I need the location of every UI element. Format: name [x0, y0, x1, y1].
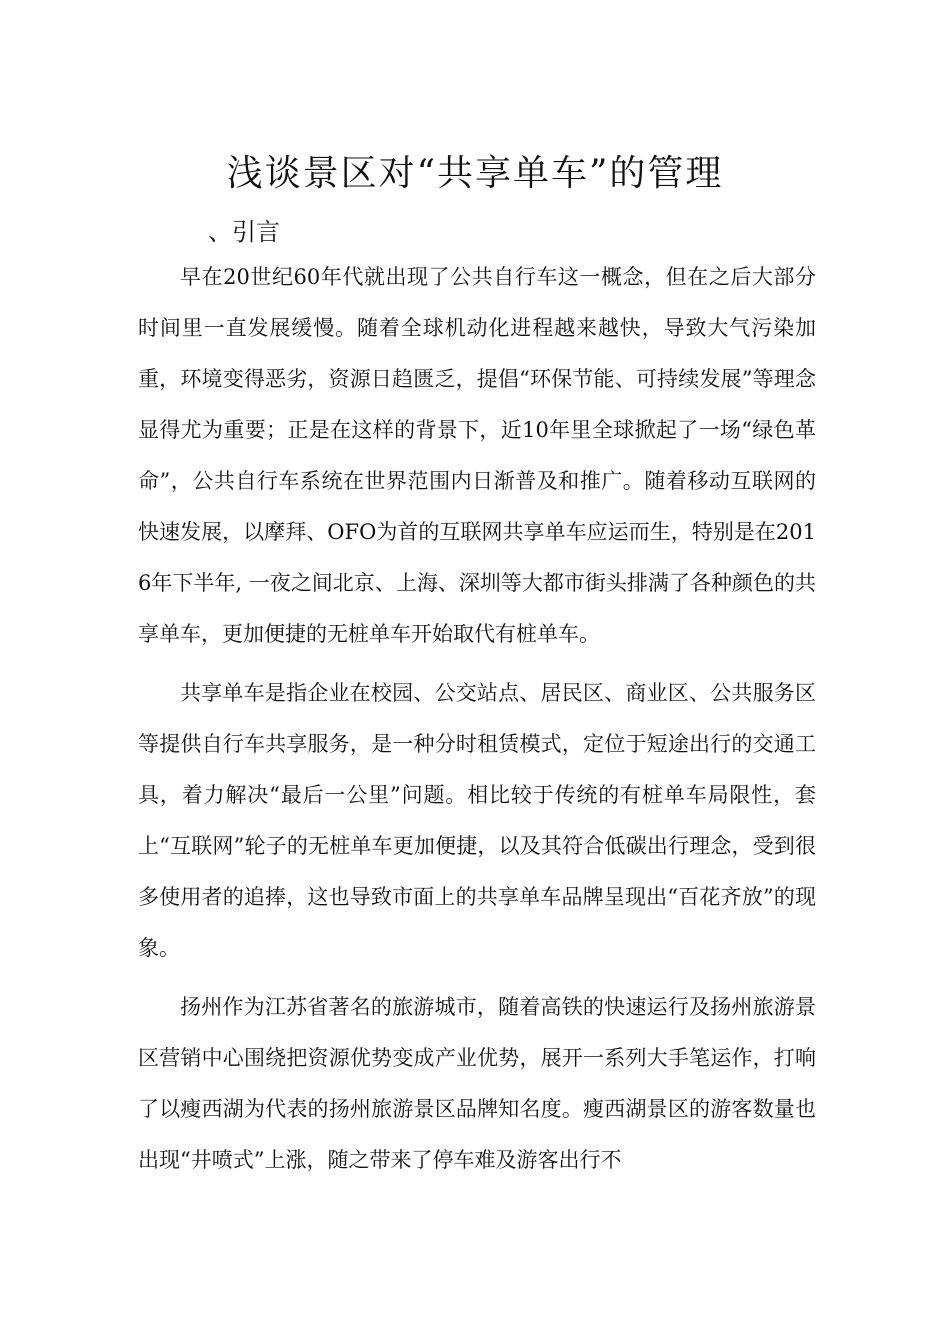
section-heading: 、引言: [208, 218, 280, 246]
paragraph-3: 扬州作为江苏省著名的旅游城市，随着高铁的快速运行及扬州旅游景区营销中心围绕把资源优势变成产业优势，展开一系列大手笔运作，打响了以瘦西湖为代表的扬州旅游景区品牌知名度。瘦西湖景区的游客数量也出现“井喷式”上涨，随之带来了停车难及游客出行不: [138, 995, 816, 1172]
document-title: 浅谈景区对“共享单车”的管理: [226, 153, 724, 194]
paragraph-2: 共享单车是指企业在校园、公交站点、居民区、商业区、公共服务区等提供自行车共享服务，是一种分时租赁模式，定位于短途出行的交通工具，着力解决“最后一公里”问题。相比较于传统的有桩单车局限性，套上“互联网”轮子的无桩单车更加便捷，以及其符合低碳出行理念，受到很多使用者的追捧，这也导致市面上的共享单车品牌呈现出“百花齐放”的现象。: [138, 681, 816, 960]
document-body: [138, 252, 816, 1194]
paragraph-1: 早在20世纪60年代就出现了公共自行车这一概念，但在之后大部分时间里一直发展缓慢。随着全球机动化进程越来越快，导致大气污染加重，环境变得恶劣，资源日趋匮乏，提倡“环保节能、可持续发展”等理念显得尤为重要；正是在这样的背景下，近10年里全球掀起了一场“绿色革命”，公共自行车系统在世界范围内日渐普及和推广。随着移动互联网的快速发展，以摩拜、OFO为首的互联网共享单车应运而生，特别是在2016年下半年, 一夜之间北京、上海、深圳等大都市街头排满了各种颜色的共享单车，更加便捷的无桩单车开始取代有桩单车。: [138, 265, 816, 646]
